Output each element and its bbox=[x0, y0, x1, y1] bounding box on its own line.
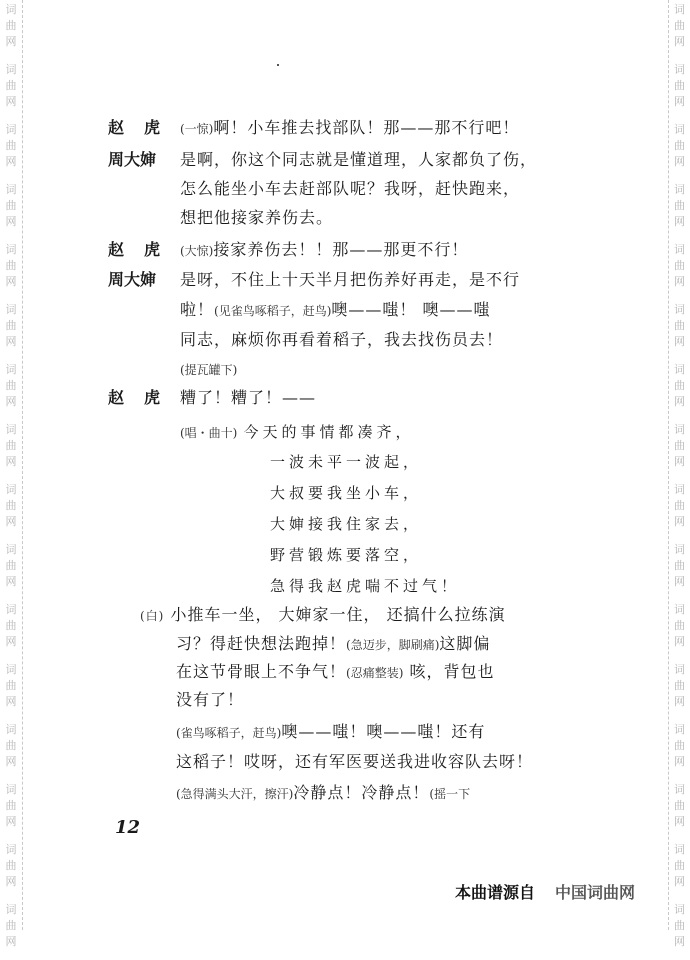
watermark-char: 曲 bbox=[5, 859, 17, 872]
watermark-char: 词 bbox=[674, 723, 685, 736]
watermark-char: 网 bbox=[674, 635, 685, 648]
watermark-char: 词 bbox=[5, 723, 17, 736]
watermark-char: 曲 bbox=[674, 799, 685, 812]
watermark-char: 曲 bbox=[674, 259, 685, 272]
watermark-char: 词 bbox=[674, 303, 685, 316]
watermark-char: 网 bbox=[5, 755, 17, 768]
watermark-char: 网 bbox=[674, 95, 685, 108]
dialogue-line: (白) 小推车一坐， 大婶家一住， 还搞什么拉练演 bbox=[140, 605, 506, 624]
stage-direction: (雀鸟啄稻子，赶鸟) bbox=[176, 726, 282, 740]
source-site-link[interactable]: 中国词曲网 bbox=[555, 883, 636, 902]
watermark-char: 词 bbox=[5, 603, 17, 616]
stage-direction: (见雀鸟啄稻子，赶鸟) bbox=[214, 304, 332, 318]
watermark-char: 曲 bbox=[5, 379, 17, 392]
watermark-char: 网 bbox=[5, 275, 17, 288]
watermark-char: 网 bbox=[5, 215, 17, 228]
watermark-char: 曲 bbox=[5, 619, 17, 632]
stage-direction: (急迈步，脚刷痛) bbox=[346, 638, 440, 652]
dialogue-line: 这稻子！哎呀，还有军医要送我进收容队去呀！ bbox=[176, 752, 534, 771]
watermark-char: 网 bbox=[5, 335, 17, 348]
watermark-char: 词 bbox=[674, 243, 685, 256]
stage-direction: (唱・曲十) bbox=[180, 426, 238, 440]
dialogue-line: (大惊)接家养伤去！！那——那更不行！ bbox=[180, 240, 469, 259]
watermark-char: 曲 bbox=[674, 919, 685, 932]
watermark-char: 曲 bbox=[5, 199, 17, 212]
watermark-char: 曲 bbox=[674, 139, 685, 152]
watermark-char: 曲 bbox=[5, 259, 17, 272]
watermark-char: 词 bbox=[5, 843, 17, 856]
stage-direction: (一惊) bbox=[180, 122, 214, 136]
watermark-char: 网 bbox=[674, 35, 685, 48]
watermark-char: 网 bbox=[5, 155, 17, 168]
watermark-char: 曲 bbox=[674, 319, 685, 332]
speaker-label: 周大婶 bbox=[108, 150, 157, 169]
watermark-char: 词 bbox=[5, 483, 17, 496]
watermark-char: 网 bbox=[5, 395, 17, 408]
watermark-char: 曲 bbox=[5, 319, 17, 332]
dialogue-line: 没有了！ bbox=[176, 690, 245, 709]
watermark-char: 词 bbox=[674, 543, 685, 556]
watermark-char: 网 bbox=[5, 35, 17, 48]
dialogue-line: 啦！(见雀鸟啄稻子，赶鸟)噢——嗤！ 噢——嗤 bbox=[180, 300, 491, 319]
watermark-char: 曲 bbox=[674, 679, 685, 692]
watermark-char: 词 bbox=[674, 363, 685, 376]
watermark-char: 词 bbox=[5, 663, 17, 676]
watermark-char: 词 bbox=[5, 903, 17, 916]
watermark-char: 曲 bbox=[674, 619, 685, 632]
watermark-char: 网 bbox=[5, 815, 17, 828]
watermark-char: 曲 bbox=[5, 79, 17, 92]
watermark-char: 网 bbox=[674, 815, 685, 828]
watermark-char: 词 bbox=[674, 903, 685, 916]
verse-line: 一波未平一波起， bbox=[270, 453, 423, 471]
source-footer bbox=[455, 880, 635, 903]
spoken-marker: (白) bbox=[140, 609, 165, 623]
watermark-char: 曲 bbox=[5, 799, 17, 812]
watermark-char: 网 bbox=[674, 395, 685, 408]
watermark-char: 词 bbox=[674, 483, 685, 496]
watermark-char: 曲 bbox=[674, 559, 685, 572]
watermark-char: 网 bbox=[674, 455, 685, 468]
watermark-char: 网 bbox=[674, 515, 685, 528]
watermark-char: 曲 bbox=[674, 739, 685, 752]
dialogue-line: 想把他接家养伤去。 bbox=[180, 208, 334, 227]
watermark-char: 网 bbox=[5, 455, 17, 468]
speaker-label: 赵 虎 bbox=[108, 388, 161, 407]
dialogue-line: 怎么能坐小车去赶部队呢？我呀，赶快跑来， bbox=[180, 179, 521, 198]
watermark-char: 曲 bbox=[674, 199, 685, 212]
watermark-char: 网 bbox=[674, 695, 685, 708]
watermark-char: 曲 bbox=[674, 79, 685, 92]
stage-direction: (大惊) bbox=[180, 244, 214, 258]
watermark-char: 曲 bbox=[5, 139, 17, 152]
watermark-char: 网 bbox=[5, 935, 17, 948]
watermark-char: 词 bbox=[5, 243, 17, 256]
dialogue-line: 习？得赶快想法跑掉！(急迈步，脚刷痛)这脚偏 bbox=[176, 634, 491, 653]
watermark-char: 词 bbox=[674, 663, 685, 676]
watermark-char: 曲 bbox=[674, 379, 685, 392]
watermark-char: 网 bbox=[5, 635, 17, 648]
watermark-char: 网 bbox=[5, 875, 17, 888]
dialogue-line: (唱・曲十) 今天的事情都凑齐， bbox=[180, 423, 415, 441]
watermark-char: 词 bbox=[5, 183, 17, 196]
watermark-char: 网 bbox=[5, 575, 17, 588]
watermark-char: 词 bbox=[5, 423, 17, 436]
dialogue-line: 是啊，你这个同志就是懂道理，人家都负了伤， bbox=[180, 150, 538, 169]
watermark-char: 网 bbox=[674, 575, 685, 588]
stage-direction: (摇一下 bbox=[429, 787, 471, 801]
watermark-char: 词 bbox=[5, 63, 17, 76]
dialogue-line: 在这节骨眼上不争气！(忍痛整装) 咳，背包也 bbox=[176, 662, 495, 681]
watermark-char: 网 bbox=[674, 875, 685, 888]
watermark-char: 网 bbox=[674, 275, 685, 288]
watermark-char: 词 bbox=[5, 303, 17, 316]
dialogue-line: (雀鸟啄稻子，赶鸟)噢——嗤！噢——嗤！还有 bbox=[176, 722, 486, 741]
watermark-char: 网 bbox=[5, 95, 17, 108]
watermark-char: 词 bbox=[5, 363, 17, 376]
watermark-char: 词 bbox=[674, 123, 685, 136]
watermark-char: 曲 bbox=[674, 19, 685, 32]
dialogue-line: (一惊)啊！小车推去找部队！那——那不行吧！ bbox=[180, 118, 520, 137]
verse-line: 大婶接我住家去， bbox=[270, 515, 423, 533]
watermark-char: 网 bbox=[5, 695, 17, 708]
watermark-char: 曲 bbox=[674, 859, 685, 872]
dialogue-line: 是呀，不住上十天半月把伤养好再走，是不行 bbox=[180, 270, 521, 289]
watermark-char: 网 bbox=[674, 935, 685, 948]
verse-line: 急得我赵虎喘不过气！ bbox=[270, 577, 461, 595]
watermark-char: 曲 bbox=[674, 439, 685, 452]
stage-direction: (提瓦罐下) bbox=[180, 363, 238, 377]
watermark-char: 曲 bbox=[5, 559, 17, 572]
watermark-char: 曲 bbox=[5, 439, 17, 452]
dialogue-line: 同志，麻烦你再看着稻子，我去找伤员去！ bbox=[180, 330, 504, 349]
dialogue-line: 糟了！糟了！—— bbox=[180, 388, 317, 407]
watermark-char: 曲 bbox=[5, 679, 17, 692]
speaker-label: 赵 虎 bbox=[108, 240, 161, 259]
watermark-char: 曲 bbox=[5, 919, 17, 932]
watermark-char: 词 bbox=[674, 423, 685, 436]
speaker-label: 赵 虎 bbox=[108, 118, 161, 137]
watermark-char: 词 bbox=[5, 3, 17, 16]
watermark-char: 曲 bbox=[5, 19, 17, 32]
dialogue-line: (急得满头大汗，擦汗)冷静点！冷静点！(摇一下 bbox=[176, 783, 471, 802]
watermark-char: 网 bbox=[674, 215, 685, 228]
watermark-char: 曲 bbox=[5, 739, 17, 752]
stage-direction: (忍痛整装) bbox=[346, 666, 404, 680]
watermark-char: 网 bbox=[674, 335, 685, 348]
verse-line: 大叔要我坐小车， bbox=[270, 484, 423, 502]
scan-speck bbox=[277, 64, 279, 66]
watermark-char: 曲 bbox=[674, 499, 685, 512]
speaker-label: 周大婶 bbox=[108, 270, 157, 289]
watermark-char: 曲 bbox=[5, 499, 17, 512]
watermark-char: 词 bbox=[674, 603, 685, 616]
watermark-char: 词 bbox=[674, 3, 685, 16]
source-label: 本曲谱源自 bbox=[455, 883, 536, 902]
watermark-char: 网 bbox=[674, 755, 685, 768]
watermark-char: 词 bbox=[5, 783, 17, 796]
watermark-char: 词 bbox=[674, 843, 685, 856]
page-number: 12 bbox=[115, 817, 141, 838]
watermark-char: 词 bbox=[674, 63, 685, 76]
watermark-char: 词 bbox=[674, 783, 685, 796]
watermark-char: 网 bbox=[5, 515, 17, 528]
stage-direction: (急得满头大汗，擦汗) bbox=[176, 787, 294, 801]
watermark-char: 词 bbox=[5, 123, 17, 136]
watermark-char: 词 bbox=[674, 183, 685, 196]
watermark-char: 网 bbox=[674, 155, 685, 168]
watermark-char: 词 bbox=[5, 543, 17, 556]
verse-line: 野营锻炼要落空， bbox=[270, 546, 423, 564]
